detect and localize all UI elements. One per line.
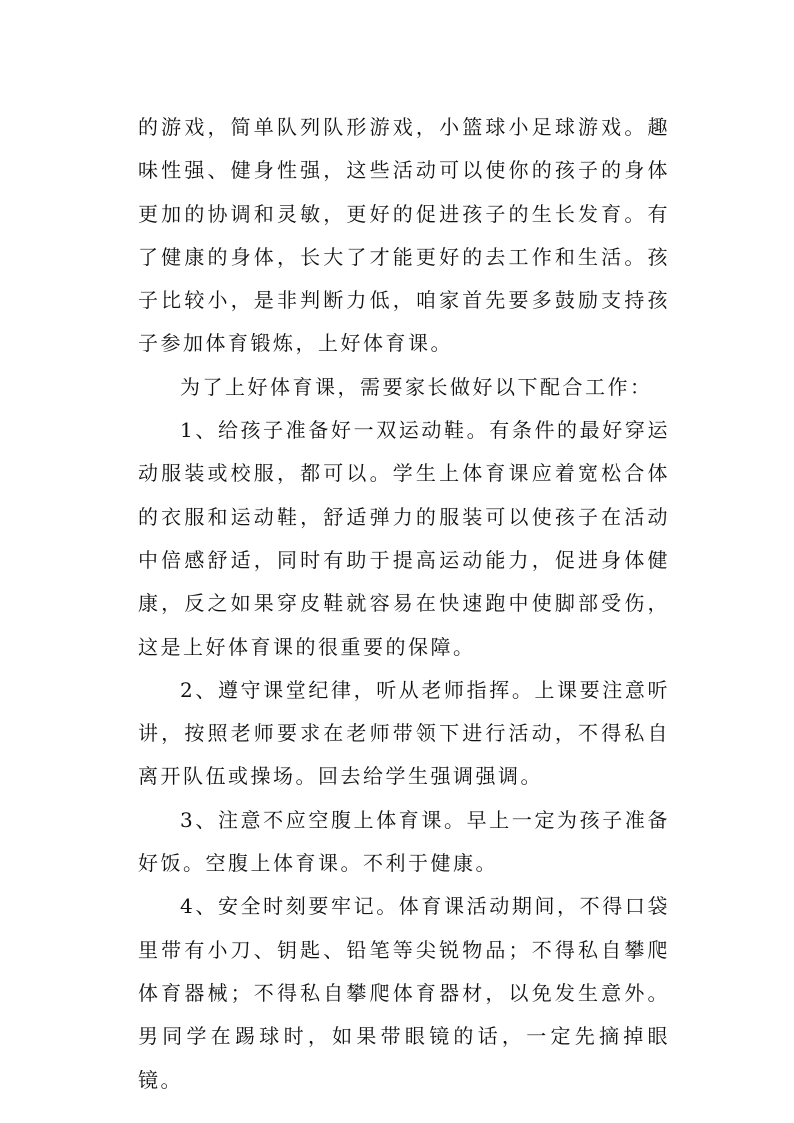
paragraph-item-3-no-empty-stomach: 3、注意不应空腹上体育课。早上一定为孩子准备好饭。空腹上体育课。不利于健康。 [138,807,670,876]
paragraph-item-2-discipline: 2、遵守课堂纪律，听从老师指挥。上课要注意听讲，按照老师要求在老师带领下进行活动，不得私自离开队伍或操场。回去给学生强调强调。 [138,677,670,789]
paragraph-cooperation-heading: 为了上好体育课，需要家长做好以下配合工作： [180,374,653,399]
document-body [138,106,670,1102]
paragraph-intro: 的游戏，简单队列队形游戏，小篮球小足球游戏。趣味性强、健身性强，这些活动可以使你的孩子的身体更加的协调和灵敏，更好的促进孩子的生长发育。有了健康的身体，长大了才能更好的去工作和生活。孩子比较小，是非判断力低，咱家首先要多鼓励支持孩子参加体育锻炼，上好体育课。 [138,115,670,356]
paragraph-item-4-safety: 4、安全时刻要牢记。体育课活动期间，不得口袋里带有小刀、钥匙、铅笔等尖锐物品；不得私自攀爬体育器械；不得私自攀爬体育器材，以免发生意外。男同学在踢球时，如果带眼镜的话，一定先摘掉眼镜。 [138,894,670,1092]
paragraph-item-1-sports-shoes: 1、给孩子准备好一双运动鞋。有条件的最好穿运动服装或校服，都可以。学生上体育课应着宽松合体的衣服和运动鞋，舒适弹力的服装可以使孩子在活动中倍感舒适，同时有助于提高运动能力，促进身体健康，反之如果穿皮鞋就容易在快速跑中使脚部受伤，这是上好体育课的很重要的保障。 [138,418,670,659]
